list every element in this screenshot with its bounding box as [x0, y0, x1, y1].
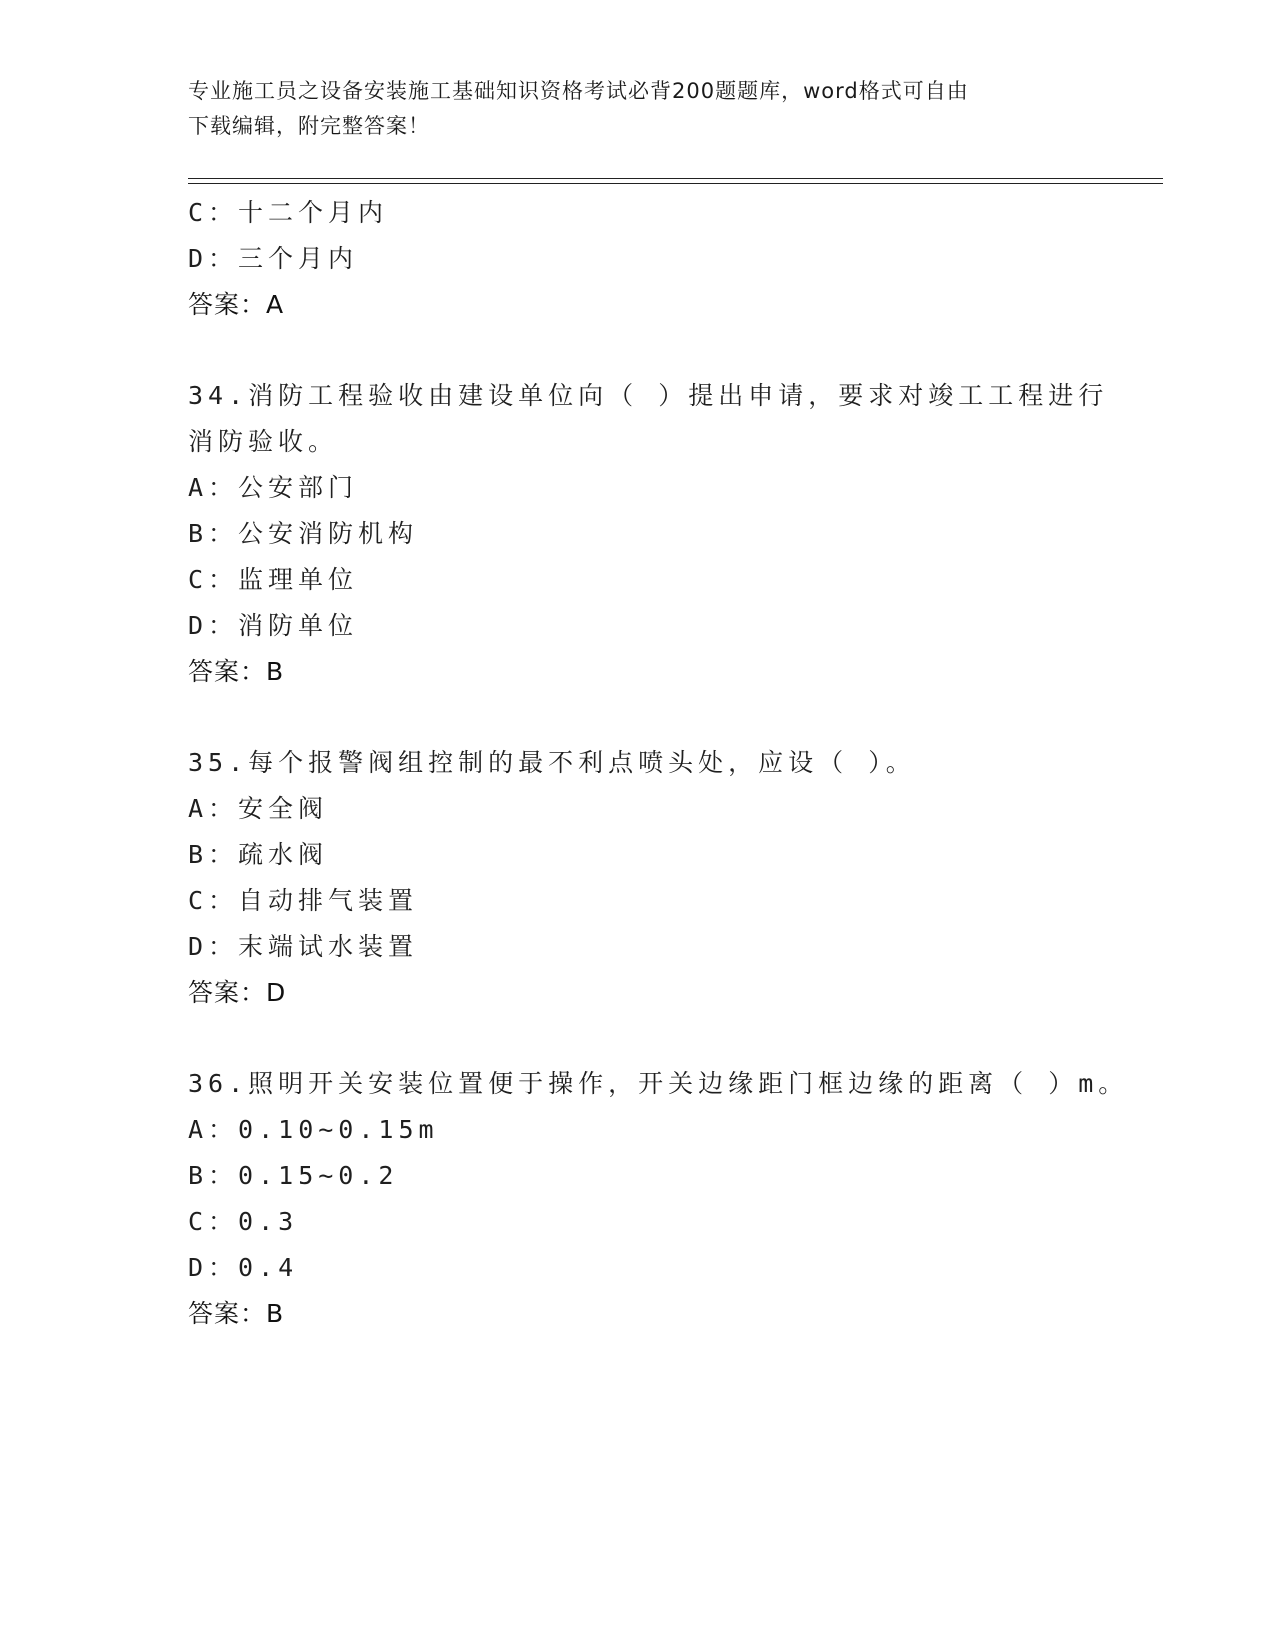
question-34	[188, 373, 1188, 695]
option-d: D：末端试水装置	[188, 932, 419, 961]
answer-line: 答案：A	[188, 290, 285, 319]
option-d: D：三个月内	[188, 244, 359, 273]
question-35	[188, 740, 1188, 1016]
question-list	[188, 190, 1188, 1337]
answer-line: 答案：D	[188, 978, 287, 1007]
question-stem: 36.照明开关安装位置便于操作，开关边缘距门框边缘的距离（ ）m。	[188, 1069, 1129, 1098]
question-33-tail	[188, 190, 1188, 328]
option-d: D：消防单位	[188, 611, 359, 640]
header-divider-top	[188, 178, 1163, 179]
option-b: B：公安消防机构	[188, 519, 419, 548]
option-b: B：疏水阀	[188, 840, 329, 869]
question-stem: 35.每个报警阀组控制的最不利点喷头处，应设（ ）。	[188, 748, 916, 777]
document-header	[188, 74, 1068, 144]
header-title-line-2: 下载编辑，附完整答案！	[188, 114, 430, 138]
option-c: C：0.3	[188, 1207, 299, 1236]
option-c: C：自动排气装置	[188, 886, 419, 915]
question-stem-continued: 消防验收。	[188, 427, 339, 456]
answer-line: 答案：B	[188, 657, 285, 686]
question-36	[188, 1061, 1188, 1337]
option-a: A：公安部门	[188, 473, 359, 502]
answer-line: 答案：B	[188, 1299, 285, 1328]
option-c: C：监理单位	[188, 565, 359, 594]
question-stem: 34.消防工程验收由建设单位向（ ）提出申请，要求对竣工工程进行	[188, 381, 1109, 410]
header-divider-bottom	[188, 183, 1163, 184]
header-title-line-1: 专业施工员之设备安装施工基础知识资格考试必背200题题库，word格式可自由	[188, 79, 969, 103]
option-b: B：0.15~0.2	[188, 1161, 399, 1190]
option-c: C：十二个月内	[188, 198, 389, 227]
option-d: D：0.4	[188, 1253, 299, 1282]
option-a: A：0.10~0.15m	[188, 1115, 439, 1144]
option-a: A：安全阀	[188, 794, 329, 823]
